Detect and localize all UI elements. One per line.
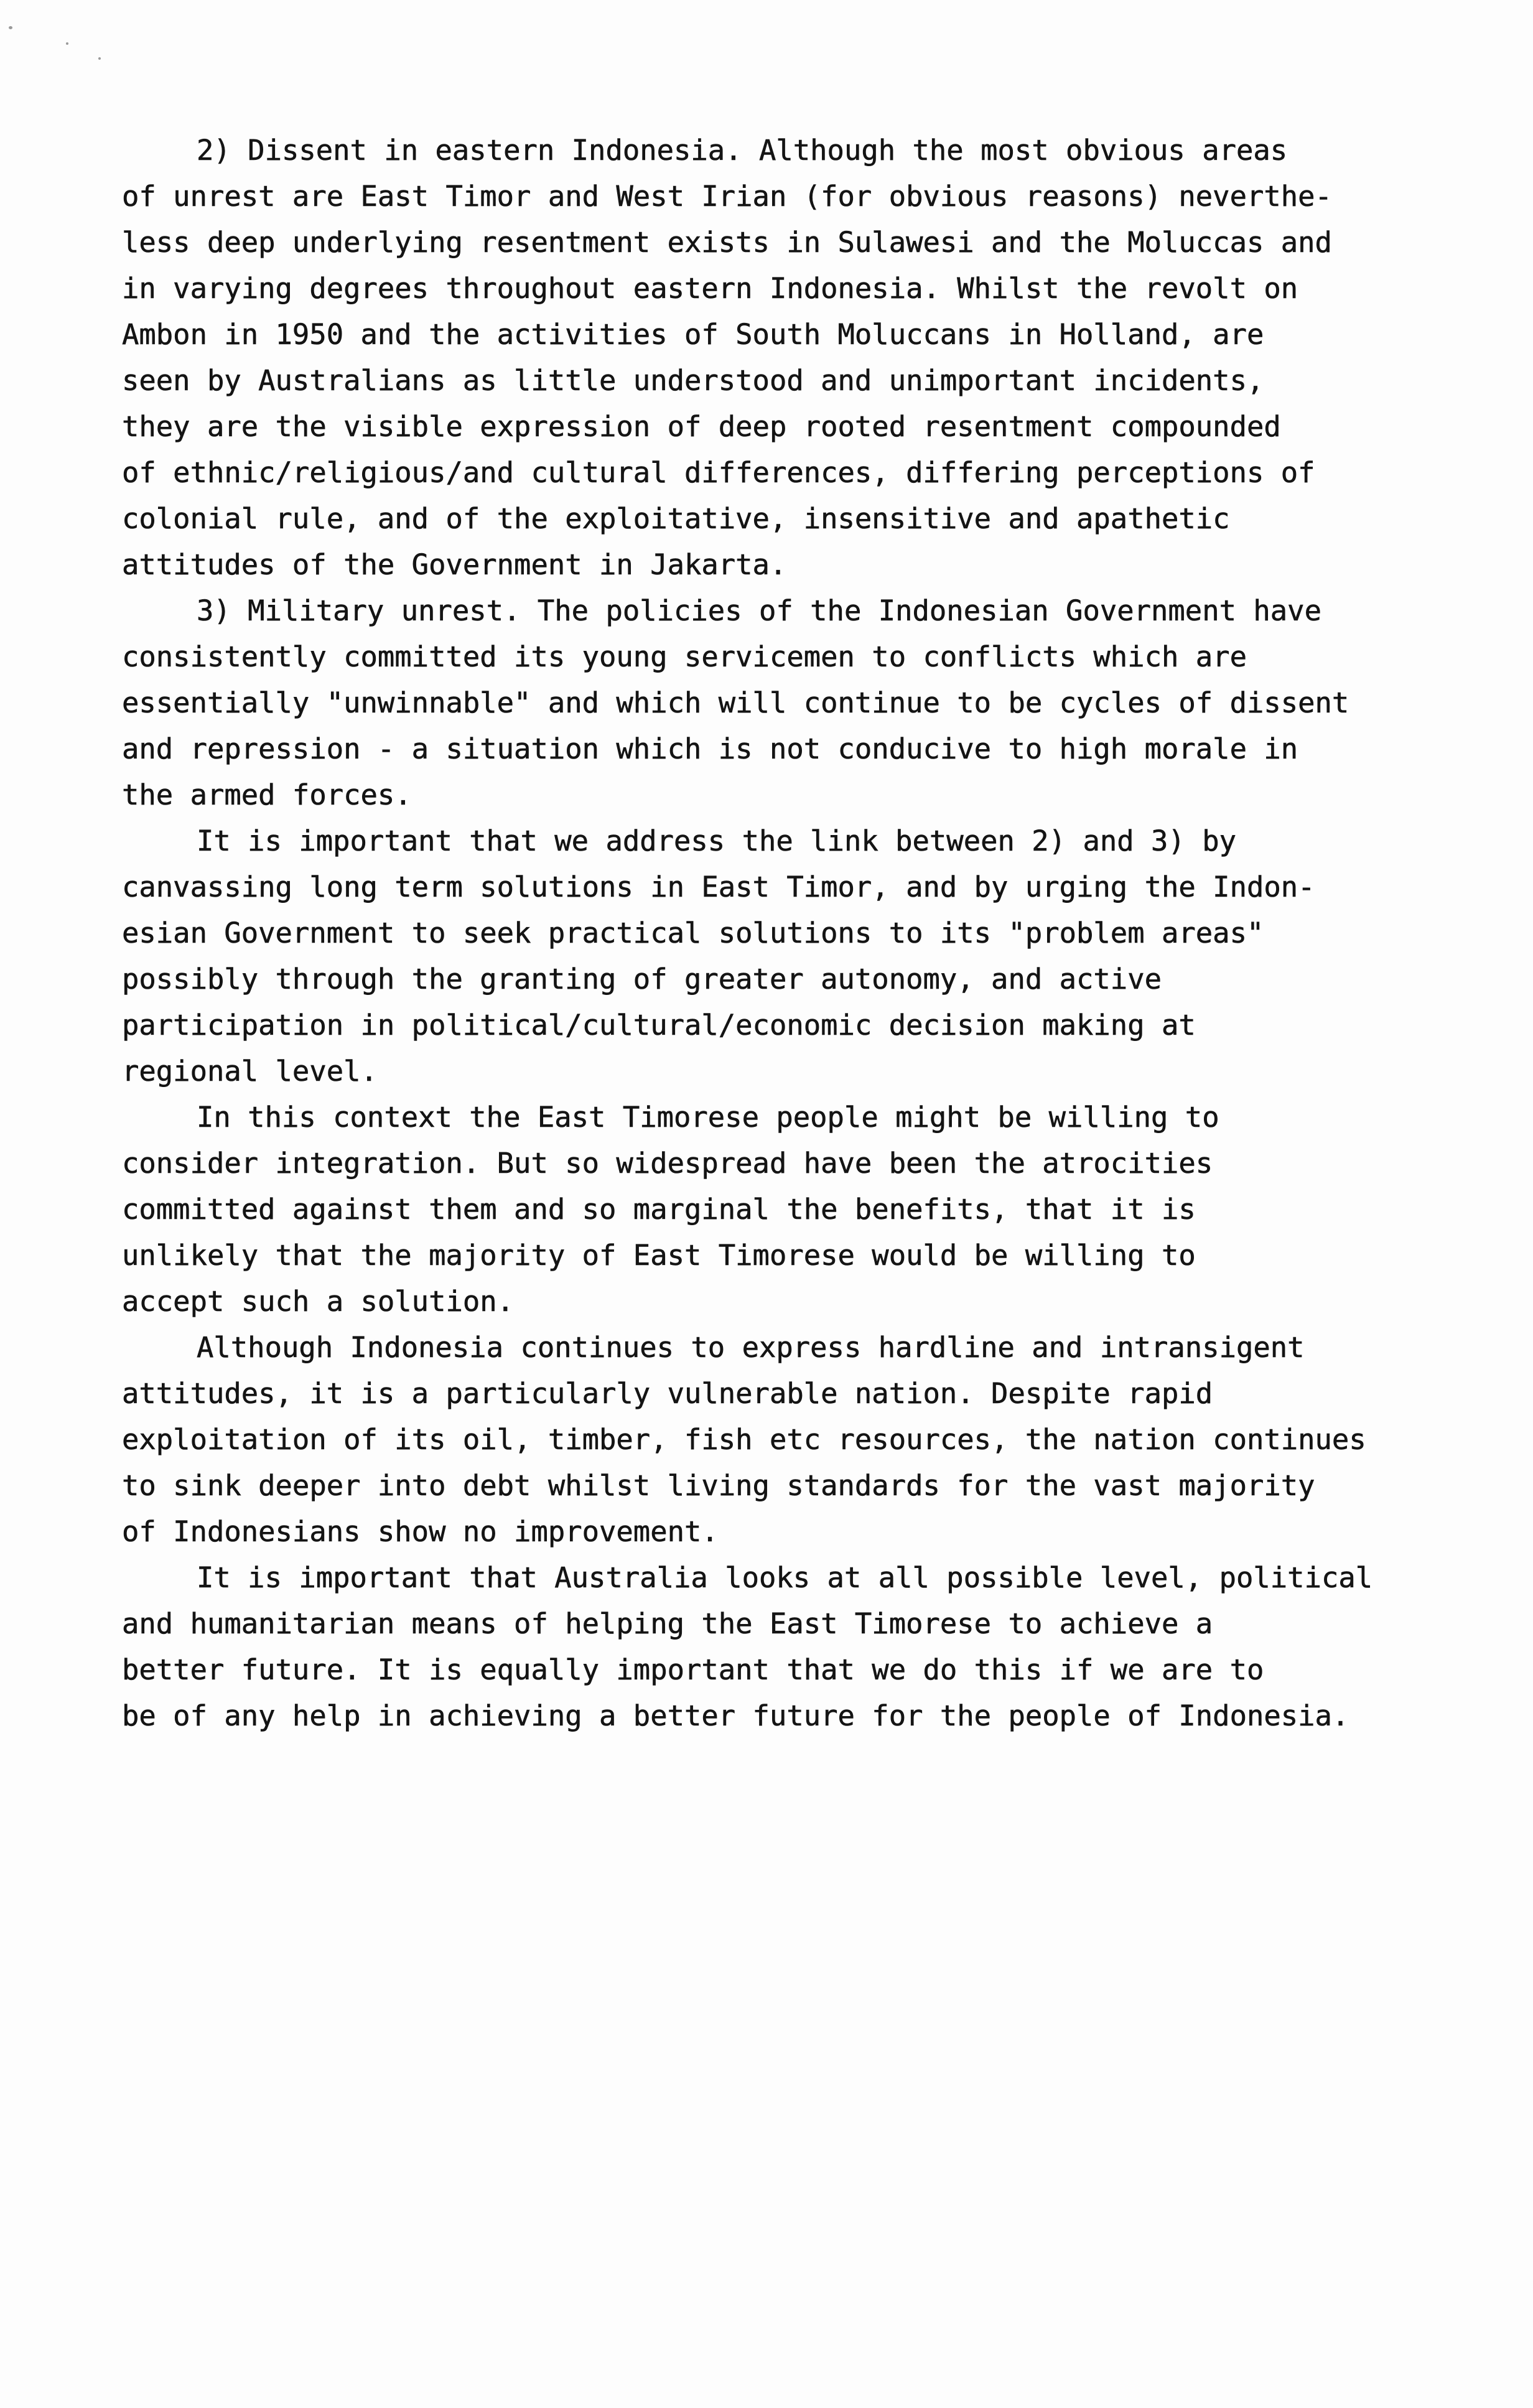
- text-line: and humanitarian means of helping the East Timorese to achieve a: [122, 1607, 1213, 1640]
- text-line: exploitation of its oil, timber, fish etc resources, the nation continues: [122, 1423, 1366, 1456]
- text-line: the armed forces.: [122, 778, 412, 811]
- text-line: in varying degrees throughout eastern Indonesia. Whilst the revolt on: [122, 272, 1298, 305]
- text-line: less deep underlying resentment exists in Sulawesi and the Moluccas and: [122, 226, 1332, 259]
- text-line: seen by Australians as little understood and unimportant incidents,: [122, 364, 1264, 397]
- text-line: attitudes of the Government in Jakarta.: [122, 548, 787, 581]
- text-line: better future. It is equally important that we do this if we are to: [122, 1653, 1264, 1686]
- text-line: Ambon in 1950 and the activities of South Moluccans in Holland, are: [122, 318, 1264, 351]
- text-line: committed against them and so marginal the benefits, that it is: [122, 1193, 1196, 1226]
- text-line: participation in political/cultural/economic decision making at: [122, 1009, 1196, 1042]
- text-line: of Indonesians show no improvement.: [122, 1515, 719, 1548]
- text-line: possibly through the granting of greater autonomy, and active: [122, 963, 1162, 996]
- text-line: accept such a solution.: [122, 1285, 515, 1318]
- text-line: colonial rule, and of the exploitative, insensitive and apathetic: [122, 502, 1230, 535]
- text-line: In this context the East Timorese people might be willing to: [197, 1101, 1219, 1134]
- text-line: to sink deeper into debt whilst living standards for the vast majority: [122, 1469, 1315, 1502]
- text-line: essentially "unwinnable" and which will continue to be cycles of dissent: [122, 686, 1349, 719]
- text-line: It is important that Australia looks at all possible level, political: [197, 1561, 1373, 1594]
- text-line: canvassing long term solutions in East Timor, and by urging the Indon-: [122, 870, 1315, 903]
- text-line: of unrest are East Timor and West Irian (for obvious reasons) neverthe-: [122, 180, 1332, 213]
- text-line: and repression - a situation which is not conducive to high morale in: [122, 732, 1298, 765]
- text-line: esian Government to seek practical solutions to its "problem areas": [122, 917, 1264, 950]
- text-line: unlikely that the majority of East Timorese would be willing to: [122, 1239, 1196, 1272]
- text-line: consistently committed its young servicemen to conflicts which are: [122, 640, 1247, 673]
- text-line: attitudes, it is a particularly vulnerable nation. Despite rapid: [122, 1377, 1213, 1410]
- text-line: of ethnic/religious/and cultural differences, differing perceptions of: [122, 456, 1315, 489]
- text-line: 2) Dissent in eastern Indonesia. Although the most obvious areas: [197, 134, 1288, 167]
- text-line: 3) Military unrest. The policies of the Indonesian Government have: [197, 594, 1321, 627]
- text-line: regional level.: [122, 1055, 378, 1088]
- text-line: they are the visible expression of deep rooted resentment compounded: [122, 410, 1281, 443]
- text-line: Although Indonesia continues to express hardline and intransigent: [197, 1331, 1305, 1364]
- text-line: It is important that we address the link between 2) and 3) by: [197, 824, 1236, 857]
- text-line: consider integration. But so widespread have been the atrocities: [122, 1147, 1213, 1180]
- text-line: be of any help in achieving a better future for the people of Indonesia.: [122, 1699, 1349, 1732]
